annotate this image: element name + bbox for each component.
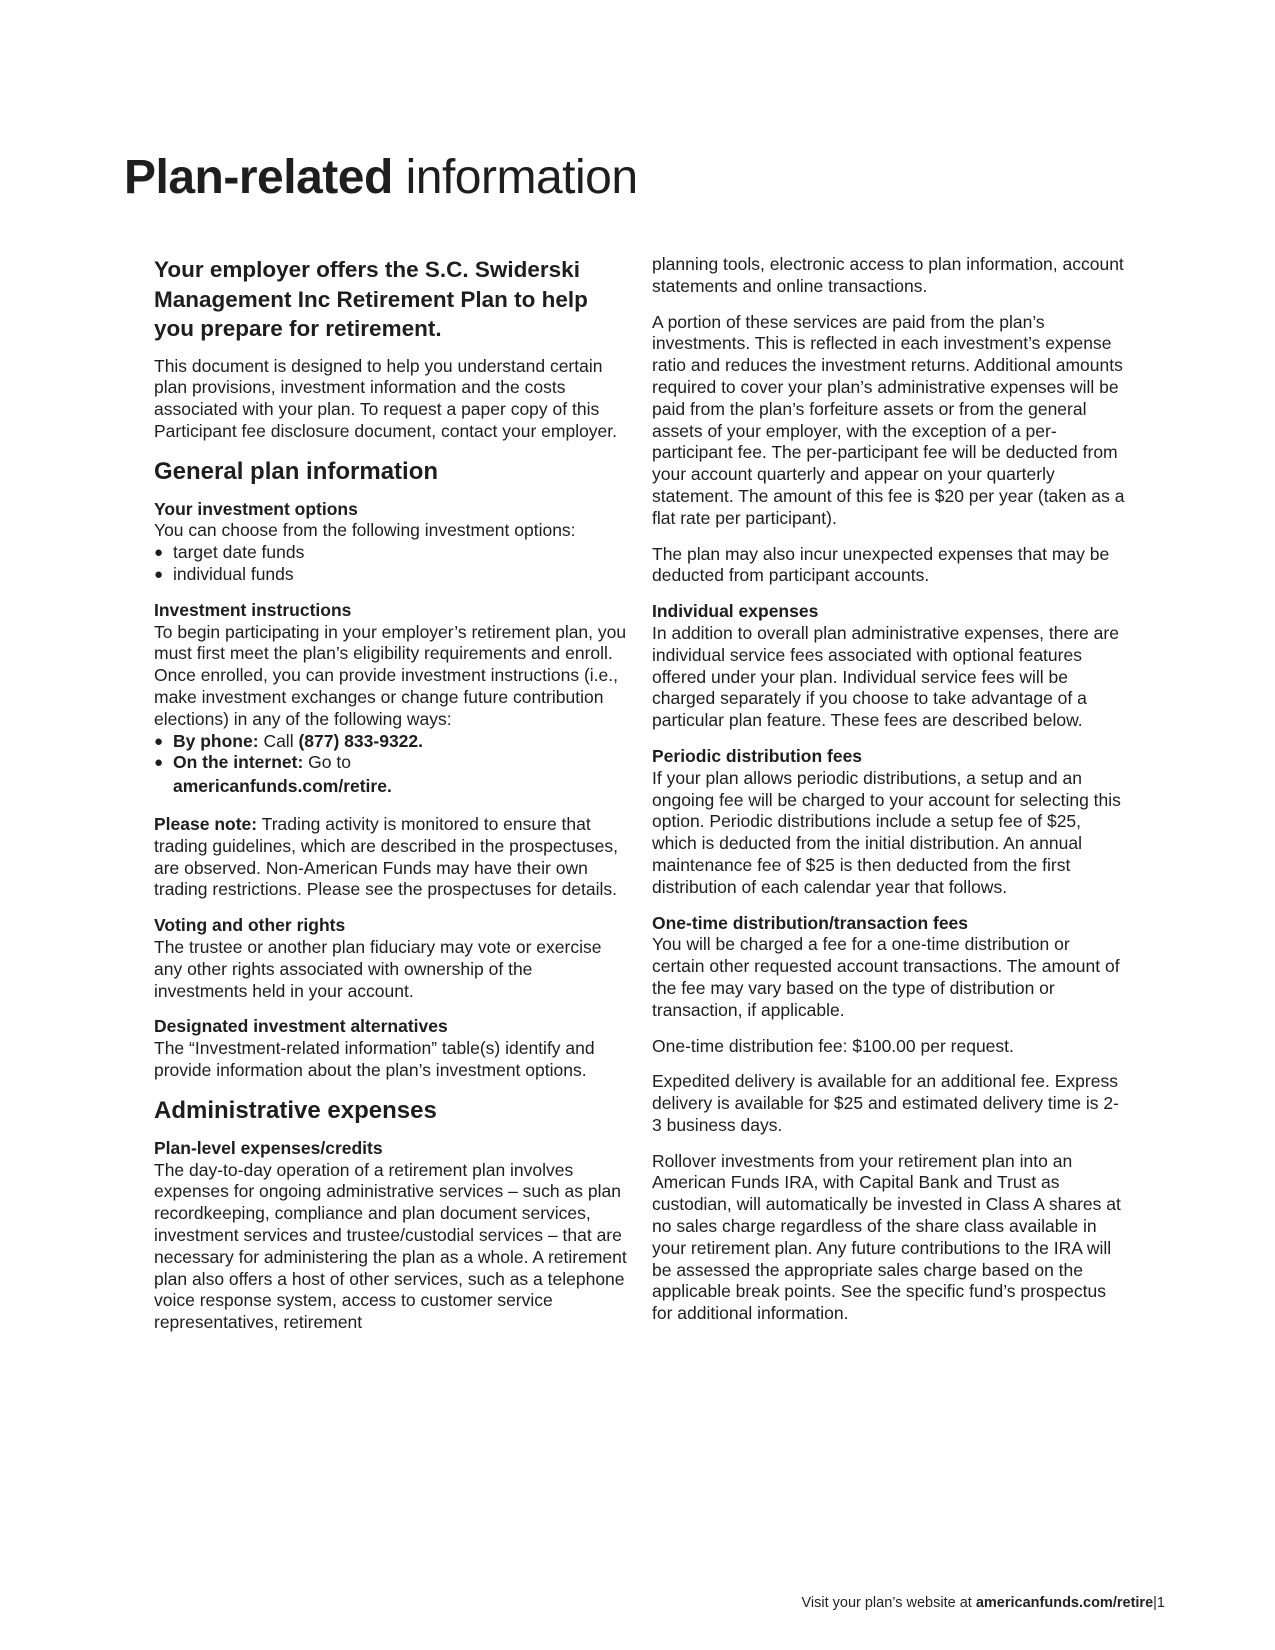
periodic-heading: Periodic distribution fees (652, 745, 863, 766)
bullet-icon: ● (154, 566, 164, 584)
phone-text: Call (263, 730, 294, 751)
onetime-fee-text: One-time distribution fee: $100.00 per request. (652, 1035, 1014, 1056)
internet-url-link[interactable]: americanfunds.com/retire. (173, 776, 392, 797)
page-footer (801, 1595, 1165, 1611)
intro-heading: Your employer offers the S.C. Swiderski Management Inc Retirement Plan to help you prepare for retirement. (154, 257, 588, 341)
continued-text: planning tools, electronic access to plan information, account statements and online transactions. (652, 254, 1124, 296)
periodic-text: If your plan allows periodic distributions, a setup and an ongoing fee will be charged to your account for selecting this option. Periodic distributions include a setup fee of $25, which is deducted from the initial distribution. An annual maintenance fee of $25 is then deducted from the first distribution of each calendar year that follows. (652, 767, 1121, 897)
list-item (154, 564, 629, 586)
list-item (154, 542, 629, 564)
portion-text: A portion of these services are paid from the plan’s investments. This is reflected in each investment’s expense ratio and reduces the investment returns. Additional amounts required to cover your plan’s administrative expenses will be paid from the plan’s forfeiture assets or from the general assets of your employer, with the exception of a per-participant fee. The per-participant fee will be deducted from your account quarterly and appear on your quarterly statement. The amount of this fee is $20 per year (taken as a flat rate per participant). (652, 311, 1125, 528)
internet-text: Go to (308, 752, 351, 773)
designated-text: The “Investment-related information” table(s) identify and provide information about the plan’s investment options. (154, 1038, 595, 1081)
phone-number[interactable]: (877) 833-9322. (298, 730, 424, 751)
please-note-label: Please note: (154, 814, 258, 835)
designated-heading: Designated investment alternatives (154, 1016, 448, 1037)
please-note-text: Trading activity is monitored to ensure that trading guidelines, which are described in the prospectuses, are observed. Non-American Funds may have their own trading restrictions. Please see the prospectuses for details. (154, 814, 619, 900)
right-column (652, 254, 1127, 1339)
page-number: 1 (1156, 1595, 1165, 1611)
list-item-label: individual funds (173, 564, 294, 585)
contact-internet (154, 752, 629, 798)
onetime-heading: One-time distribution/transaction fees (652, 912, 969, 933)
list-item-label: target date funds (173, 542, 305, 563)
intro-text: This document is designed to help you understand certain plan provisions, investment information and the costs associated with your plan. To request a paper copy of this Participant fee disclosure document, contact your employer. (154, 355, 618, 441)
individual-expenses-heading: Individual expenses (652, 601, 819, 622)
plan-level-text: The day-to-day operation of a retirement plan involves expenses for ongoing administrative services – such as plan recordkeeping, compliance and plan document services, investment services and trustee/custodial services – that are necessary for administering the plan as a whole. A retirement plan also offers a host of other services, such as a telephone voice response system, access to customer service representatives, retirement (154, 1159, 627, 1333)
bullet-icon: ● (154, 754, 164, 772)
investment-instructions-heading: Investment instructions (154, 599, 352, 620)
investment-options-heading: Your investment options (154, 498, 358, 519)
left-column (154, 255, 629, 1334)
please-note (154, 814, 629, 901)
onetime-text: You will be charged a fee for a one-time distribution or certain other requested account transactions. The amount of the fee may vary based on the type of distribution or transaction, if applicable. (652, 934, 1120, 1020)
rollover-text: Rollover investments from your retirement plan into an American Funds IRA, with Capital Bank and Trust as custodian, will automatically be invested in Class A shares at no sales charge regardless of the share class available in your retirement plan. Any future contributions to the IRA will be assessed the appropriate sales charge based on the applicable break points. See the specific fund’s prospectus for additional information. (652, 1150, 1121, 1324)
bullet-icon: ● (154, 732, 164, 750)
footer-url-link[interactable]: americanfunds.com/retire (975, 1595, 1154, 1611)
plan-level-heading: Plan-level expenses/credits (154, 1137, 383, 1158)
footer-text: Visit your plan’s website at (801, 1595, 972, 1611)
page-title-regular: information (405, 151, 638, 204)
footer-separator: | (1153, 1595, 1157, 1611)
investment-options-list (154, 542, 629, 586)
administrative-expenses-heading: Administrative expenses (154, 1096, 437, 1124)
internet-label: On the internet: (173, 752, 304, 773)
voting-heading: Voting and other rights (154, 915, 346, 936)
bullet-icon: ● (154, 544, 164, 562)
contact-phone (154, 731, 629, 753)
contact-methods-list (154, 731, 629, 798)
individual-expenses-text: In addition to overall plan administrative expenses, there are individual service fees associated with optional features offered under your plan. Individual service fees will be charged separately if you choose to take advantage of a particular plan feature. These fees are described below. (652, 622, 1119, 731)
voting-text: The trustee or another plan fiduciary may vote or exercise any other rights associated with ownership of the investments held in your account. (154, 937, 602, 1001)
investment-instructions-text: To begin participating in your employer’s retirement plan, you must first meet the plan’s eligibility requirements and enroll. Once enrolled, you can provide investment instructions (i.e., make investment exchanges or change future contribution elections) in any of the following ways: (154, 621, 627, 729)
phone-label: By phone: (173, 730, 259, 751)
page-title-bold: Plan-related (124, 151, 393, 204)
general-plan-heading: General plan information (154, 457, 439, 485)
investment-options-text: You can choose from the following investment options: (154, 520, 576, 541)
expedited-text: Expedited delivery is available for an additional fee. Express delivery is available for $25 and estimated delivery time is 2-3 business days. (652, 1071, 1119, 1135)
page-title (124, 148, 638, 208)
unexpected-text: The plan may also incur unexpected expenses that may be deducted from participant accounts. (652, 543, 1110, 586)
